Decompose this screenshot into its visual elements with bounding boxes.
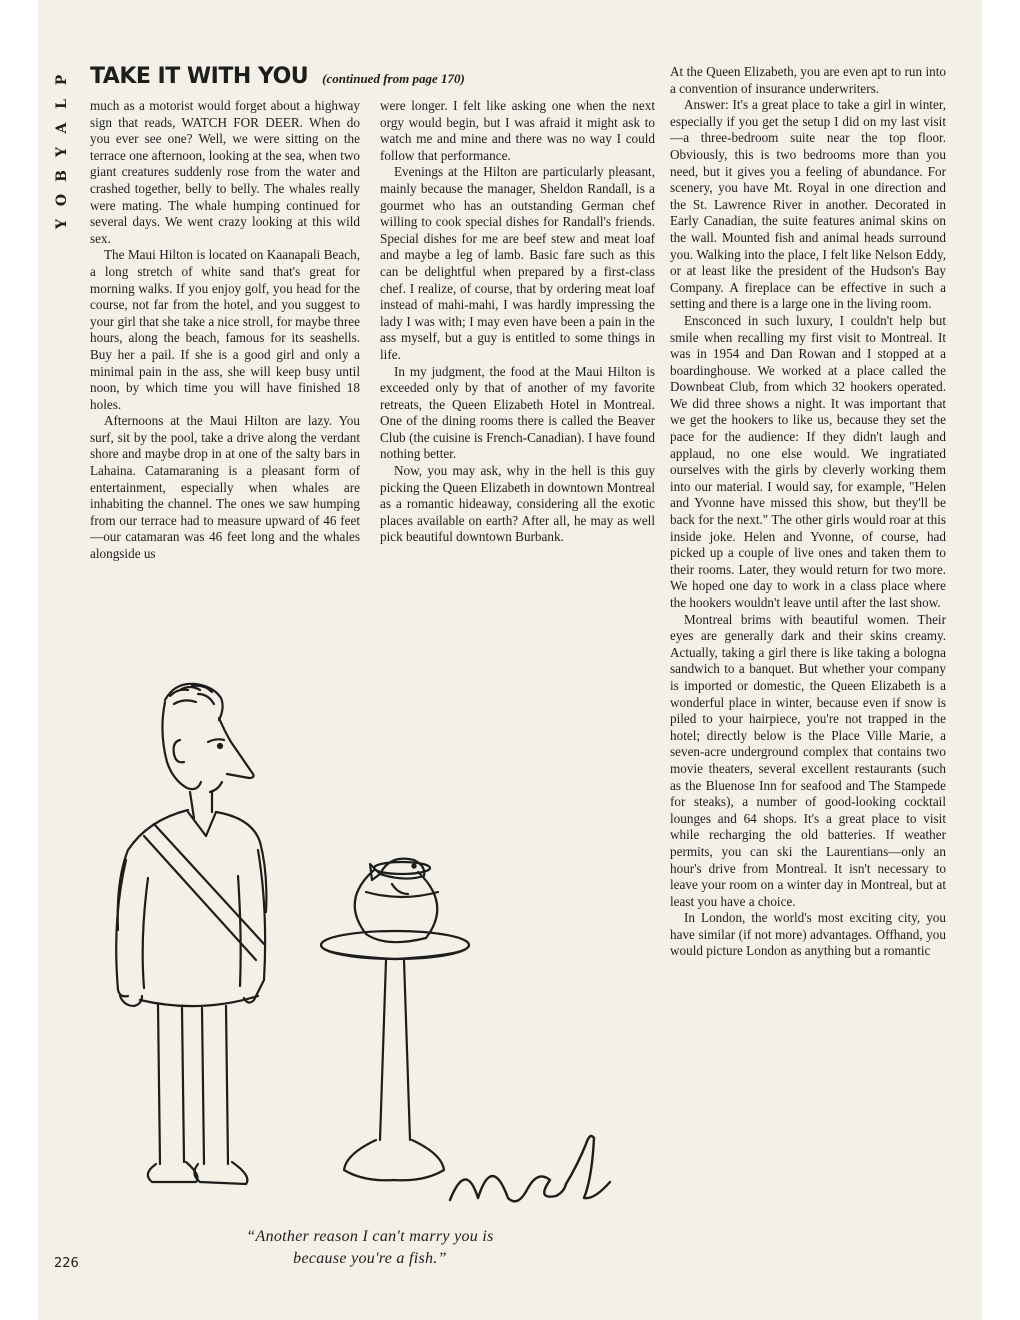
text-column-3: [670, 64, 946, 1274]
magazine-name-letter: A: [54, 122, 70, 134]
caption-line: “Another reason I can't marry you is: [246, 1228, 494, 1245]
magazine-name-letter: O: [54, 193, 70, 207]
text-column-1: [90, 98, 360, 636]
paragraph: Now, you may ask, why in the hell is this guy picking the Queen Elizabeth in downtown Montreal as a romantic hideaway, considering all the exotic places available on earth? After all, he may as well pick beautiful downtown Burbank.: [380, 463, 655, 545]
paragraph: At the Queen Elizabeth, you are even apt to run into a convention of insurance underwriters.: [670, 64, 946, 96]
cartoon-illustration: [70, 660, 650, 1220]
paragraph: Montreal brims with beautiful women. Their eyes are generally dark and their skins creamy. Actually, taking a girl there is like taking a bologna sandwich to a banquet. But whether your company is imported or domestic, the Queen Elizabeth is a wonderful place in winter, because even if snow is piled to your hairpiece, you're not trapped in the hotel; directly below is the Place Ville Marie, a seven-acre underground complex that contains two movie theaters, several excellent restaurants (such as the Bluenose Inn for seafood and The Stampede for steaks), a number of good-looking cocktail lounges and 64 shops. It's a great place to visit while recharging the old batteries. If weather permits, you can ski the Laurentians—only an hour's drive from Montreal. It isn't necessary to leave your room on a winter day in Montreal, but at least you have a choice.: [670, 611, 946, 909]
fishbowl: [355, 859, 438, 943]
paragraph: Evenings at the Hilton are particularly pleasant, mainly because the manager, Sheldon Randall, is a gourmet who has an outstanding German chef willing to cook special dishes for Randall's friends. Special dishes for me are beef stew and meat loaf and maybe a leg of lamb. Basic fare such as this can be delightful when prepared by a first-class chef. I realize, of course, that by ordering meat loaf instead of mahi-mahi, I was hardly impressing the lady I was with; I may even have been a pain in the ass myself, but a guy is entitled to some things in life.: [380, 164, 655, 362]
paragraph: Afternoons at the Maui Hilton are lazy. You surf, sit by the pool, take a drive along the verdant shore and maybe drop in at one of the salty bars in Lahaina. Catamaraning is a pleasant form of entertainment, especially when whales are inhabiting the channel. The ones we saw humping from our terrace had to measure upward of 46 feet—our catamaran was 46 feet long and the whales alongside us: [90, 413, 360, 562]
paragraph: Ensconced in such luxury, I couldn't help but smile when recalling my first visit to Montreal. It was in 1954 and Dan Rowan and I stopped at a boardinghouse. We worked at a place called the Downbeat Club, from which 32 hookers operated. We did three shows a night. It was important that we get the hookers to like us, because they set the pace for the audience: If they didn't laugh and applaud, no one else would. We ingratiated ourselves with the girls by cleverly working them into our material. I would say, for example, "Helen and Yvonne have missed this show, but they'll be back for the next." The other girls would roar at this inside joke. Helen and Yvonne, of course, had picked up a couple of live ones and taken them to their rooms. Later, they would return for two more. We hoped one day to work in a class place where the hookers wouldn't leave until after the last show.: [670, 312, 946, 610]
magazine-name-letter: L: [54, 99, 70, 109]
artist-signature: [450, 1136, 610, 1201]
pedestal: [321, 931, 469, 1180]
paragraph: much as a motorist would forget about a highway sign that reads, WATCH FOR DEER. When do you ever see one? Well, we were sitting on the terrace one afternoon, looking at the sea, when two giant creatures suddenly rose from the water and crashed together, belly to belly. The whales really were mating. The whale humping continued for several days. We went crazy looking at this wild sex.: [90, 98, 360, 246]
magazine-name-letter: Y: [54, 219, 70, 229]
article-title: TAKE IT WITH YOU: [90, 64, 309, 89]
article-header: [90, 64, 465, 89]
man-figure: [116, 684, 266, 1184]
caption-line: because you're a fish.”: [293, 1250, 447, 1267]
magazine-name-letter: P: [54, 74, 70, 86]
magazine-name-letter: Y: [54, 147, 70, 157]
continued-note: (continued from page 170): [322, 71, 465, 86]
paragraph: In London, the world's most exciting city, you have similar (if not more) advantages. Offhand, you would picture London as anything but a romantic: [670, 910, 946, 959]
cartoon-caption: [180, 1226, 560, 1270]
paragraph: The Maui Hilton is located on Kaanapali Beach, a long stretch of white sand that's great for morning walks. If you enjoy golf, you head for the course, not far from the hotel, and you suggest to your girl that she take a nice stroll, for maybe three hours, along the beach, famous for its seashells. Buy her a pail. If she is a good girl and only a minimal pain in the ass, she will keep busy until noon, by which time you will have finished 18 holes.: [90, 247, 360, 412]
paragraph: In my judgment, the food at the Maui Hilton is exceeded only by that of another of my favorite retreats, the Queen Elizabeth Hotel in Montreal. One of the dining rooms there is called the Beaver Club (the cuisine is French-Canadian). I have found nothing better.: [380, 363, 655, 462]
paragraph: were longer. I felt like asking one when the next orgy would begin, but I was afraid it might ask to watch me and mine and there was no way I could follow that performance.: [380, 98, 655, 163]
page-number: 226: [54, 1256, 79, 1271]
text-column-2: [380, 98, 655, 636]
magazine-name-letter: B: [54, 170, 70, 182]
paragraph: Answer: It's a great place to take a girl in winter, especially if you get the setup I did on my last visit—a three-bedroom suite near the top floor. Obviously, this is two bedrooms more than you need, but it gives you a feeling of abundance. For scenery, you have Mt. Royal in one direction and the St. Lawrence River in another. Decorated in Early Canadian, the suite features animal skins on the wall. Mounted fish and animal heads surround you. Walking into the place, I felt like Nelson Eddy, or at least like the president of the Hudson's Bay Company. A fireplace can be effective in such a setting and there is a large one in the living room.: [670, 97, 946, 312]
magazine-name-vertical: [51, 68, 73, 236]
